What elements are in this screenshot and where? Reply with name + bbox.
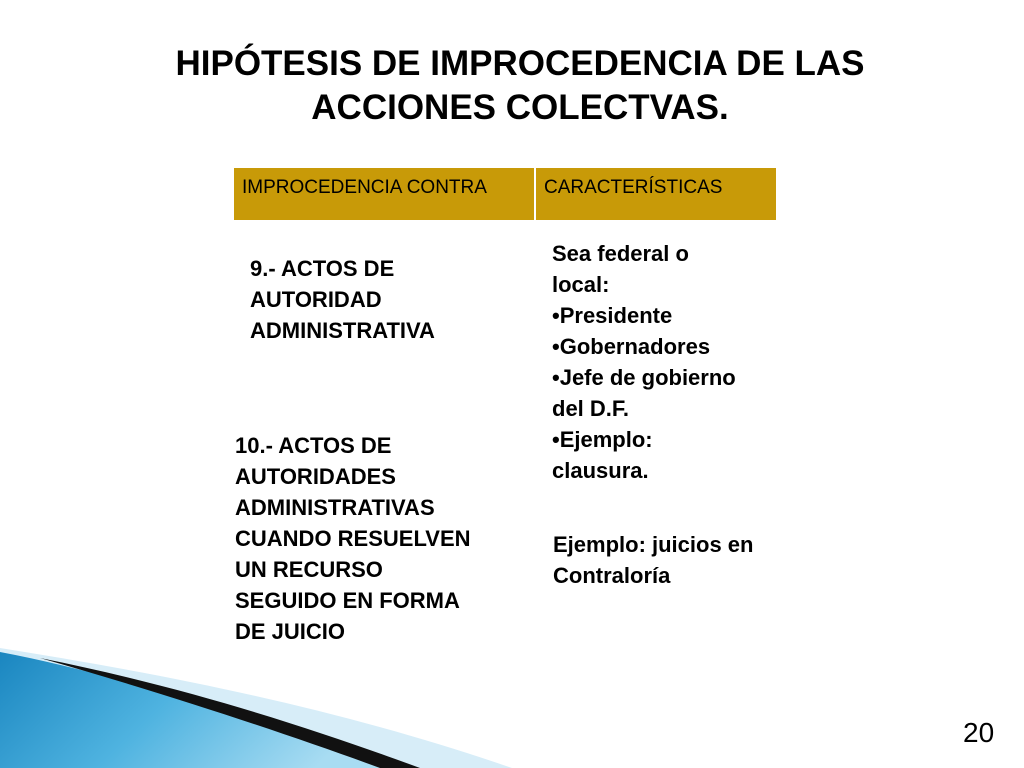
bullet-item: •Jefe de gobierno <box>552 365 736 390</box>
text-line: clausura. <box>552 458 649 483</box>
text-line: DE JUICIO <box>235 619 346 644</box>
text-line: SEGUIDO EN FORMA <box>235 588 460 613</box>
text-line: ADMINISTRATIVA <box>250 318 435 343</box>
bullet-item: •Gobernadores <box>552 334 711 359</box>
text-line: ADMINISTRATIVAS <box>235 495 435 520</box>
text-line: Ejemplo: juicios en <box>553 532 754 557</box>
text-line: Sea federal o <box>552 241 689 266</box>
slide-title-line-2: ACCIONES COLECTVAS. <box>311 88 729 127</box>
text-line: CUANDO RESUELVEN <box>235 526 471 551</box>
text-line: AUTORIDAD <box>250 287 382 312</box>
header-caracteristicas: CARACTERÍSTICAS <box>536 168 776 220</box>
page-number: 20 <box>963 717 995 748</box>
text-line: local: <box>552 272 610 297</box>
text-line: del D.F. <box>552 396 630 421</box>
text-line: AUTORIDADES <box>235 464 396 489</box>
bullet-item: •Ejemplo: <box>552 427 653 452</box>
text-line: UN RECURSO <box>235 557 383 582</box>
bullet-item: •Presidente <box>552 303 673 328</box>
text-line: 9.- ACTOS DE <box>250 256 395 281</box>
text-line: Contraloría <box>553 563 671 588</box>
slide-title-line-1: HIPÓTESIS DE IMPROCEDENCIA DE LAS <box>175 44 865 83</box>
text-line: 10.- ACTOS DE <box>235 433 392 458</box>
header-improcedencia-contra: IMPROCEDENCIA CONTRA <box>234 168 534 220</box>
